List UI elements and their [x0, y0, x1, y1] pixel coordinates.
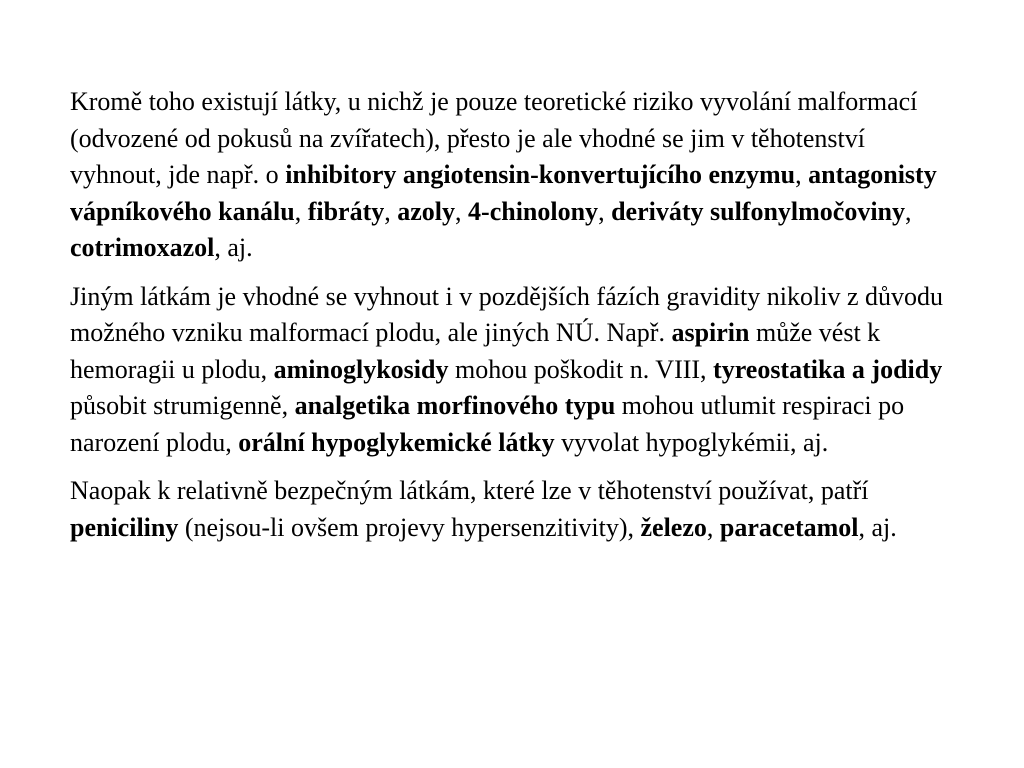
- text-run: ,: [706, 512, 720, 542]
- bold-drug-term: analgetika morfinového typu: [294, 391, 616, 420]
- text-run: působit strumigenně,: [70, 391, 295, 420]
- text-run: mohou utlumit respiraci po narození plodu,: [70, 391, 905, 457]
- bold-drug-term: aspirin: [671, 318, 750, 347]
- text-run: ,: [905, 196, 912, 226]
- bold-drug-term: železo: [640, 512, 707, 542]
- bold-drug-term: azoly: [397, 196, 456, 226]
- text-run: ,: [294, 196, 308, 226]
- paragraph-late-pregnancy-risks: [70, 279, 954, 462]
- bold-drug-term: fibráty: [307, 196, 385, 226]
- bold-drug-term: cotrimoxazol: [70, 233, 215, 262]
- bold-drug-term: deriváty sulfonylmočoviny: [611, 196, 906, 226]
- bold-drug-term: orální hypoglykemické látky: [238, 427, 555, 457]
- text-run: Kromě toho existují látky, u nichž je pouze teoretické riziko vyvolání malformací (odvozené od pokusů na zvířatech), přesto je ale vhodné se jim v těhotenství vyhnout, jde např. o: [70, 87, 918, 189]
- bold-drug-term: aminoglykosidy: [273, 354, 449, 384]
- text-run: Jiným látkám je vhodné se vyhnout i v pozdějších fázích gravidity nikoliv z důvodu možného vzniku malformací plodu, ale jiných NÚ. Např.: [70, 281, 943, 347]
- text-run: vyvolat hypoglykémii, aj.: [554, 427, 829, 457]
- bold-drug-term: paracetamol: [719, 512, 859, 542]
- text-run: mohou poškodit n. VIII,: [448, 354, 714, 384]
- text-run: , aj.: [214, 233, 253, 262]
- text-run: ,: [455, 196, 469, 226]
- text-run: ,: [598, 196, 612, 226]
- text-run: může vést k hemoragii u plodu,: [70, 318, 881, 384]
- paragraph-teratogenic-risk: [70, 84, 954, 267]
- bold-drug-term: peniciliny: [70, 512, 179, 542]
- text-run: Naopak k relativně bezpečným látkám, které lze v těhotenství používat, patří: [70, 476, 869, 505]
- bold-drug-term: inhibitory angiotensin-konvertujícího enzymu: [285, 160, 796, 189]
- text-run: ,: [384, 196, 398, 226]
- text-run: (nejsou-li ovšem projevy hypersenzitivity),: [178, 512, 641, 542]
- bold-drug-term: tyreostatika a jodidy: [713, 354, 943, 384]
- bold-drug-term: antagonisty vápníkového kanálu: [70, 160, 937, 226]
- bold-drug-term: 4-chinolony: [468, 196, 599, 226]
- text-run: , aj.: [858, 512, 897, 542]
- slide-body-text: [70, 84, 954, 558]
- text-run: ,: [795, 160, 809, 189]
- paragraph-safe-drugs: [70, 473, 954, 546]
